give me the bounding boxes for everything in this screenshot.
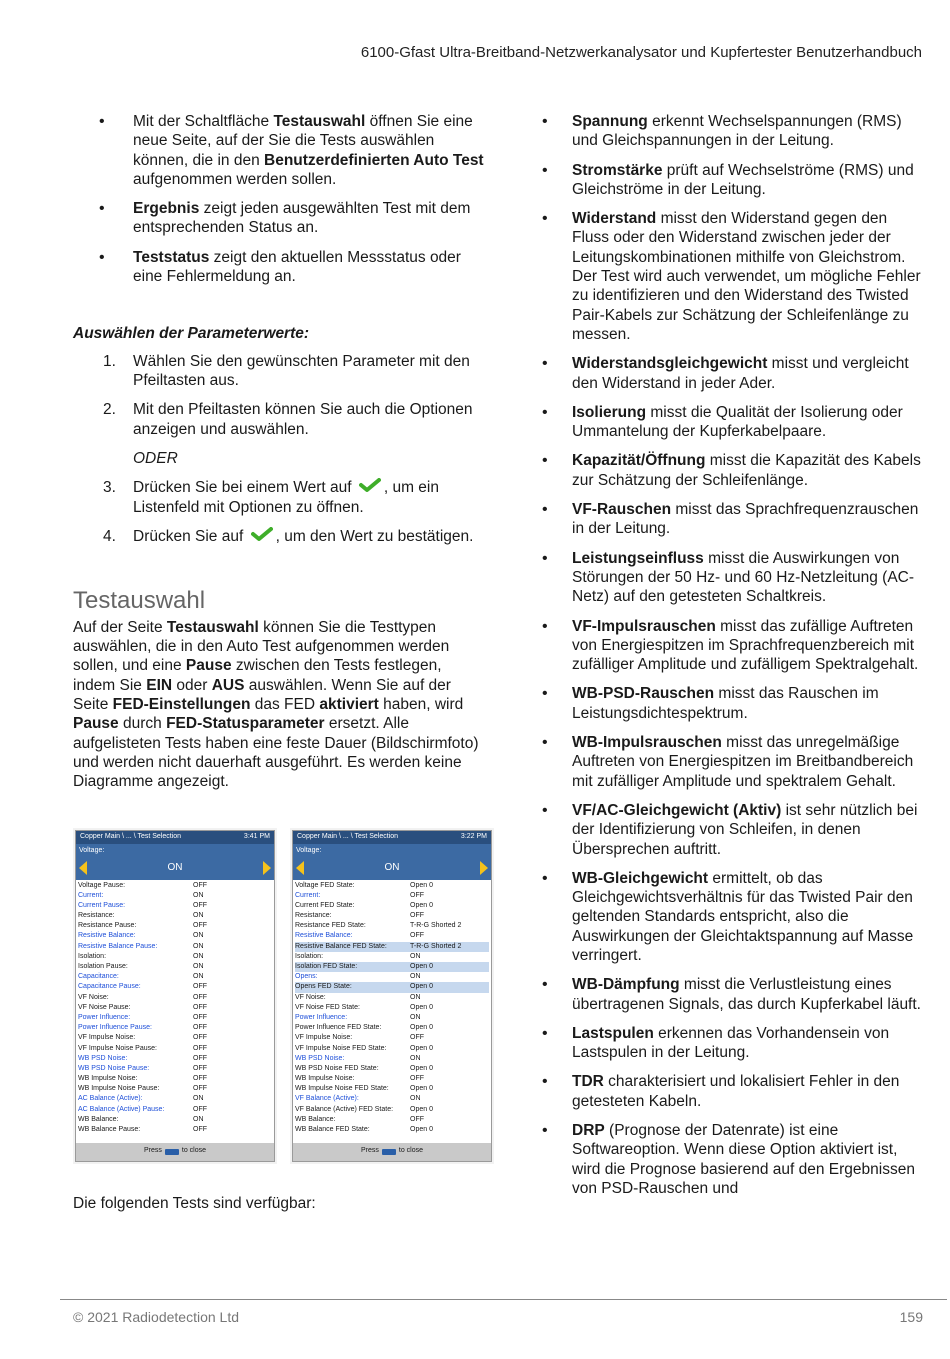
row-label: Power Influence: bbox=[295, 1013, 348, 1021]
row-value: OFF bbox=[193, 1085, 207, 1093]
back-icon bbox=[382, 1149, 396, 1155]
row-value: OFF bbox=[410, 912, 424, 920]
table-row[interactable] bbox=[78, 931, 272, 941]
table-row[interactable] bbox=[295, 911, 489, 921]
screen-footer bbox=[293, 1143, 491, 1161]
row-value: OFF bbox=[193, 1105, 207, 1113]
row-value: OFF bbox=[410, 1115, 424, 1123]
list-item: 1. Wählen Sie den gewünschten Parameter mit den Pfeiltasten aus. bbox=[103, 352, 470, 389]
table-row[interactable] bbox=[78, 1125, 272, 1135]
row-value: ON bbox=[410, 993, 421, 1001]
table-row[interactable] bbox=[295, 993, 489, 1003]
section-paragraph: Auf der Seite Testauswahl können Sie die Testtypen auswählen, die in den Auto Test aufgenommen werden sollen, und eine Pause zwischen den Tests festlegen, indem Sie EIN oder AUS auswählen. Wenn Sie auf der Seite FED-Einstellungen das FED aktiviert haben, wird Pause durch FED-Statusparameter ersetzt. Alle aufgelisteten Tests haben eine feste Dauer (Bildschirmfoto) und werden nicht dauerhaft ausgeführt. Es werden keine Diagramme angezeigt. bbox=[73, 618, 479, 791]
list-item: • WB-Dämpfung misst die Verlustleistung eines übertragenen Signals, das durch Kupferkabel läuft. bbox=[540, 975, 925, 1014]
table-row[interactable] bbox=[78, 1094, 272, 1104]
row-value: T-R-G Shorted 2 bbox=[410, 922, 462, 930]
table-row[interactable] bbox=[295, 1003, 489, 1013]
row-label: Voltage Pause: bbox=[78, 881, 126, 889]
row-value: OFF bbox=[193, 901, 207, 909]
row-label: WB PSD Noise: bbox=[78, 1054, 128, 1062]
row-label: Current: bbox=[295, 891, 321, 899]
table-row[interactable] bbox=[78, 982, 272, 992]
list-item: 3. Drücken Sie bei einem Wert auf , um ein Listenfeld mit Optionen zu öffnen. bbox=[103, 479, 439, 516]
left-column bbox=[73, 112, 485, 1213]
footer-text: to close bbox=[181, 1147, 207, 1155]
screen-title: Copper Main \ ... \ Test Selection bbox=[80, 832, 182, 840]
row-value: OFF bbox=[193, 1064, 207, 1072]
table-row[interactable] bbox=[78, 1054, 272, 1064]
row-label: Opens FED State: bbox=[295, 983, 352, 991]
screen-titlebar bbox=[76, 831, 274, 844]
table-row[interactable] bbox=[295, 1084, 489, 1094]
row-label: VF Noise FED State: bbox=[295, 1003, 360, 1011]
screen-title: Copper Main \ ... \ Test Selection bbox=[297, 832, 399, 840]
footer-divider bbox=[60, 1299, 947, 1300]
row-label: Isolation: bbox=[295, 952, 324, 960]
table-row[interactable] bbox=[295, 1033, 489, 1043]
device-screenshot bbox=[292, 830, 492, 1162]
row-label: Resistance FED State: bbox=[295, 922, 366, 930]
row-value: Open 0 bbox=[410, 1105, 433, 1113]
row-label: WB Impulse Noise FED State: bbox=[295, 1085, 389, 1093]
screen-titlebar bbox=[293, 831, 491, 844]
row-label: Current: bbox=[78, 891, 104, 899]
row-value: OFF bbox=[193, 1003, 207, 1011]
row-value: Open 0 bbox=[410, 1003, 433, 1011]
table-row[interactable] bbox=[78, 1023, 272, 1033]
table-row[interactable] bbox=[78, 993, 272, 1003]
closing-text: Die folgenden Tests sind verfügbar: bbox=[73, 1194, 316, 1212]
param-label: Voltage: bbox=[79, 846, 105, 854]
list-item: • Spannung erkennt Wechselspannungen (RMS) und Gleichspannungen in der Leitung. bbox=[540, 112, 925, 151]
test-list bbox=[540, 112, 925, 1198]
row-label: Isolation FED State: bbox=[295, 963, 358, 971]
arrow-right-icon[interactable] bbox=[263, 861, 271, 875]
row-value: ON bbox=[410, 1013, 421, 1021]
list-item: • VF/AC-Gleichgewicht (Aktiv) ist sehr nützlich bei der Identifizierung von Schleifen, in denen Übersprechen auftritt. bbox=[540, 801, 925, 859]
section-title: Testauswahl bbox=[73, 586, 206, 614]
row-label: Resistance Pause: bbox=[78, 922, 137, 930]
row-label: Resistive Balance Pause: bbox=[78, 942, 158, 950]
table-row[interactable] bbox=[78, 891, 272, 901]
row-label: Resistance: bbox=[78, 912, 115, 920]
row-value: ON bbox=[193, 912, 204, 920]
row-label: Resistive Balance: bbox=[295, 932, 353, 940]
list-item: 2. Mit den Pfeiltasten können Sie auch die Optionen anzeigen und auswählen. bbox=[103, 401, 473, 438]
table-row[interactable] bbox=[295, 962, 489, 972]
list-item: • Widerstand misst den Widerstand gegen den Fluss oder den Widerstand zwischen jeder der Leitungskombinationen mithilfe von Gleichstrom. Der Test wird auch verwendet, um mögliche Fehler zu identifizieren und den Widerstand des Twisted Pair-Kabels zur Schätzung der Schleifenlänge zu messen. bbox=[540, 209, 925, 344]
row-label: VF Noise: bbox=[78, 993, 109, 1001]
table-row[interactable] bbox=[295, 1125, 489, 1135]
row-value: OFF bbox=[410, 1034, 424, 1042]
row-value: OFF bbox=[193, 1044, 207, 1052]
screen-time: 3:22 PM bbox=[460, 832, 487, 840]
list-item: • VF-Impulsrauschen misst das zufällige Auftreten von Energiespitzen im Sprachfrequenzbereich mit zufälliger Amplitude und zufälligem Spektralgehalt. bbox=[540, 617, 925, 675]
row-value: Open 0 bbox=[410, 983, 433, 991]
table-row[interactable] bbox=[78, 881, 272, 891]
table-row[interactable] bbox=[78, 911, 272, 921]
row-label: Resistive Balance FED State: bbox=[295, 942, 387, 950]
row-label: Isolation: bbox=[78, 952, 107, 960]
row-value: ON bbox=[410, 1095, 421, 1103]
list-item: • Ergebnis zeigt jeden ausgewählten Test mit dem entsprechenden Status an. bbox=[73, 199, 485, 238]
row-value: OFF bbox=[193, 1075, 207, 1083]
table-row[interactable] bbox=[295, 881, 489, 891]
row-label: WB PSD Noise FED State: bbox=[295, 1064, 379, 1072]
list-item: • Mit der Schaltfläche Testauswahl öffnen Sie eine neue Seite, auf der Sie die Tests auswählen können, die in den Benutzerdefinierten Auto Test aufgenommen werden sollen. bbox=[73, 112, 485, 189]
table-row[interactable] bbox=[295, 1023, 489, 1033]
row-value: Open 0 bbox=[410, 963, 433, 971]
table-row[interactable] bbox=[78, 972, 272, 982]
table-row[interactable] bbox=[78, 901, 272, 911]
oder-label: ODER bbox=[133, 449, 178, 467]
table-row[interactable] bbox=[295, 1115, 489, 1125]
table-row[interactable] bbox=[78, 1074, 272, 1084]
row-label: Resistance: bbox=[295, 912, 332, 920]
row-value: OFF bbox=[193, 1054, 207, 1062]
row-value: OFF bbox=[193, 1126, 207, 1134]
row-value: ON bbox=[193, 1095, 204, 1103]
row-value: ON bbox=[410, 1054, 421, 1062]
table-row[interactable] bbox=[78, 1044, 272, 1054]
arrow-right-icon[interactable] bbox=[480, 861, 488, 875]
table-row[interactable] bbox=[78, 1033, 272, 1043]
footer-text: to close bbox=[398, 1147, 424, 1155]
row-label: VF Noise Pause: bbox=[78, 1003, 131, 1011]
list-item: • Widerstandsgleichgewicht misst und vergleicht den Widerstand in jeder Ader. bbox=[540, 354, 925, 393]
list-item: • Teststatus zeigt den aktuellen Messstatus oder eine Fehlermeldung an. bbox=[73, 248, 485, 287]
row-value: T-R-G Shorted 2 bbox=[410, 942, 462, 950]
param-steps bbox=[73, 352, 485, 439]
row-label: Power Influence: bbox=[78, 1013, 131, 1021]
running-header: 6100-Gfast Ultra-Breitband-Netzwerkanalysator und Kupfertester Benutzerhandbuch bbox=[360, 44, 922, 61]
row-value: OFF bbox=[193, 1034, 207, 1042]
row-label: VF Noise: bbox=[295, 993, 326, 1001]
row-value: Open 0 bbox=[410, 1126, 433, 1134]
copyright: © 2021 Radiodetection Ltd bbox=[73, 1309, 239, 1325]
row-label: Capacitance Pause: bbox=[78, 983, 141, 991]
row-label: WB PSD Noise Pause: bbox=[78, 1064, 150, 1072]
back-icon bbox=[165, 1149, 179, 1155]
table-row[interactable] bbox=[295, 931, 489, 941]
row-label: Power Influence Pause: bbox=[78, 1024, 152, 1032]
row-value: OFF bbox=[193, 1013, 207, 1021]
list-item: • Stromstärke prüft auf Wechselströme (RMS) und Gleichströme in der Leitung. bbox=[540, 161, 925, 200]
row-label: VF Impulse Noise: bbox=[78, 1034, 136, 1042]
device-screenshot bbox=[75, 830, 275, 1162]
green-check-icon bbox=[251, 527, 273, 546]
green-check-icon bbox=[359, 478, 381, 497]
table-row[interactable] bbox=[295, 952, 489, 962]
row-value: ON bbox=[193, 963, 204, 971]
screen-list bbox=[76, 880, 274, 1137]
row-label: VF Impulse Noise FED State: bbox=[295, 1044, 387, 1052]
list-item: • WB-PSD-Rauschen misst das Rauschen im Leistungsdichtespektrum. bbox=[540, 684, 925, 723]
row-value: Open 0 bbox=[410, 1024, 433, 1032]
table-row[interactable] bbox=[295, 901, 489, 911]
row-label: AC Balance (Active): bbox=[78, 1095, 143, 1103]
row-value: ON bbox=[193, 952, 204, 960]
row-label: Resistive Balance: bbox=[78, 932, 136, 940]
row-label: VF Balance (Active): bbox=[295, 1095, 359, 1103]
row-label: Current Pause: bbox=[78, 901, 126, 909]
row-label: WB Impulse Noise Pause: bbox=[78, 1085, 160, 1093]
table-row[interactable] bbox=[78, 942, 272, 952]
row-label: Capacitance: bbox=[78, 973, 119, 981]
row-label: Current FED State: bbox=[295, 901, 355, 909]
table-row[interactable] bbox=[295, 942, 489, 952]
param-selector[interactable] bbox=[76, 844, 274, 880]
table-row[interactable] bbox=[295, 1105, 489, 1115]
row-label: WB Impulse Noise: bbox=[78, 1075, 138, 1083]
param-heading: Auswählen der Parameterwerte: bbox=[73, 325, 310, 343]
screen-time: 3:41 PM bbox=[243, 832, 270, 840]
row-value: Open 0 bbox=[410, 1044, 433, 1052]
list-item: • WB-Impulsrauschen misst das unregelmäßige Auftreten von Energiespitzen im Breitbandbereich mit zufälliger Amplitude und spektralem Gehalt. bbox=[540, 733, 925, 791]
param-selector[interactable] bbox=[293, 844, 491, 880]
param-value: ON bbox=[167, 861, 183, 873]
row-value: ON bbox=[193, 932, 204, 940]
list-item: • DRP (Prognose der Datenrate) ist eine Softwareoption. Wenn diese Option aktiviert ist, wird die Prognose basierend auf den Ergebnissen von PSD-Rauschen und bbox=[540, 1121, 925, 1198]
table-row[interactable] bbox=[295, 982, 489, 992]
table-row[interactable] bbox=[295, 1074, 489, 1084]
list-item: • Leistungseinfluss misst die Auswirkungen von Störungen der 50 Hz- und 60 Hz-Netzleitung (AC-Netz) auf den getesteten Schaltkreis. bbox=[540, 549, 925, 607]
table-row[interactable] bbox=[295, 921, 489, 931]
row-value: ON bbox=[193, 942, 204, 950]
footer-text: Press bbox=[143, 1147, 162, 1155]
list-item: • Isolierung misst die Qualität der Isolierung oder Ummantelung der Kupferkabelpaare. bbox=[540, 403, 925, 442]
table-row[interactable] bbox=[78, 1003, 272, 1013]
row-value: ON bbox=[193, 891, 204, 899]
table-row[interactable] bbox=[295, 972, 489, 982]
param-value: ON bbox=[384, 861, 400, 873]
table-row[interactable] bbox=[295, 891, 489, 901]
table-row[interactable] bbox=[78, 1084, 272, 1094]
table-row[interactable] bbox=[295, 1054, 489, 1064]
row-value: OFF bbox=[410, 891, 424, 899]
param-label: Voltage: bbox=[296, 846, 322, 854]
table-row[interactable] bbox=[295, 1094, 489, 1104]
table-row[interactable] bbox=[78, 962, 272, 972]
row-label: WB PSD Noise: bbox=[295, 1054, 345, 1062]
param-steps-cont bbox=[73, 478, 485, 546]
row-label: WB Impulse Noise: bbox=[295, 1075, 355, 1083]
row-label: VF Balance (Active) FED State: bbox=[295, 1105, 394, 1113]
row-label: Isolation Pause: bbox=[78, 963, 128, 971]
row-label: Power Influence FED State: bbox=[295, 1024, 382, 1032]
row-value: OFF bbox=[193, 881, 207, 889]
table-row[interactable] bbox=[78, 921, 272, 931]
table-row[interactable] bbox=[78, 952, 272, 962]
row-value: OFF bbox=[193, 983, 207, 991]
row-value: Open 0 bbox=[410, 901, 433, 909]
table-row[interactable] bbox=[295, 1044, 489, 1054]
row-label: AC Balance (Active) Pause: bbox=[78, 1105, 165, 1113]
row-label: VF Impulse Noise: bbox=[295, 1034, 353, 1042]
table-row[interactable] bbox=[78, 1105, 272, 1115]
screenshots bbox=[73, 830, 485, 1170]
row-label: Voltage FED State: bbox=[295, 881, 355, 889]
row-value: ON bbox=[410, 952, 421, 960]
left-bullet-list bbox=[73, 112, 485, 286]
row-value: ON bbox=[193, 1115, 204, 1123]
table-row[interactable] bbox=[78, 1013, 272, 1023]
table-row[interactable] bbox=[78, 1115, 272, 1125]
list-item: • Kapazität/Öffnung misst die Kapazität des Kabels zur Schätzung der Schleifenlänge. bbox=[540, 451, 925, 490]
screen-footer bbox=[76, 1143, 274, 1161]
row-value: OFF bbox=[193, 993, 207, 1001]
row-value: OFF bbox=[193, 1024, 207, 1032]
row-label: WB Balance: bbox=[78, 1115, 119, 1123]
row-label: WB Balance: bbox=[295, 1115, 336, 1123]
list-item: • WB-Gleichgewicht ermittelt, ob das Gleichgewichtsverhältnis für das Twisted Pair den geltenden Standards entspricht, also die Auswirkungen der Gleichtaktspannung auf Masse verringert. bbox=[540, 869, 925, 965]
row-value: OFF bbox=[410, 932, 424, 940]
screen-list bbox=[293, 880, 491, 1137]
table-row[interactable] bbox=[295, 1013, 489, 1023]
row-value: Open 0 bbox=[410, 1085, 433, 1093]
page-number: 159 bbox=[899, 1309, 923, 1325]
row-label: VF Impulse Noise Pause: bbox=[78, 1044, 157, 1052]
row-value: OFF bbox=[410, 1075, 424, 1083]
table-row[interactable] bbox=[295, 1064, 489, 1074]
row-label: WB Balance Pause: bbox=[78, 1126, 141, 1134]
row-value: ON bbox=[193, 973, 204, 981]
row-label: WB Balance FED State: bbox=[295, 1126, 370, 1134]
list-item: • TDR charakterisiert und lokalisiert Fehler in den getesteten Kabeln. bbox=[540, 1072, 925, 1111]
row-value: ON bbox=[410, 973, 421, 981]
row-label: Opens: bbox=[295, 973, 318, 981]
row-value: OFF bbox=[193, 922, 207, 930]
footer-text: Press bbox=[360, 1147, 379, 1155]
list-item: 4. Drücken Sie auf , um den Wert zu bestätigen. bbox=[103, 528, 474, 545]
table-row[interactable] bbox=[78, 1064, 272, 1074]
list-item: • Lastspulen erkennen das Vorhandensein von Lastspulen in der Leitung. bbox=[540, 1024, 925, 1063]
right-column bbox=[540, 112, 925, 1208]
list-item: • VF-Rauschen misst das Sprachfrequenzrauschen in der Leitung. bbox=[540, 500, 925, 539]
row-value: Open 0 bbox=[410, 881, 433, 889]
row-value: Open 0 bbox=[410, 1064, 433, 1072]
